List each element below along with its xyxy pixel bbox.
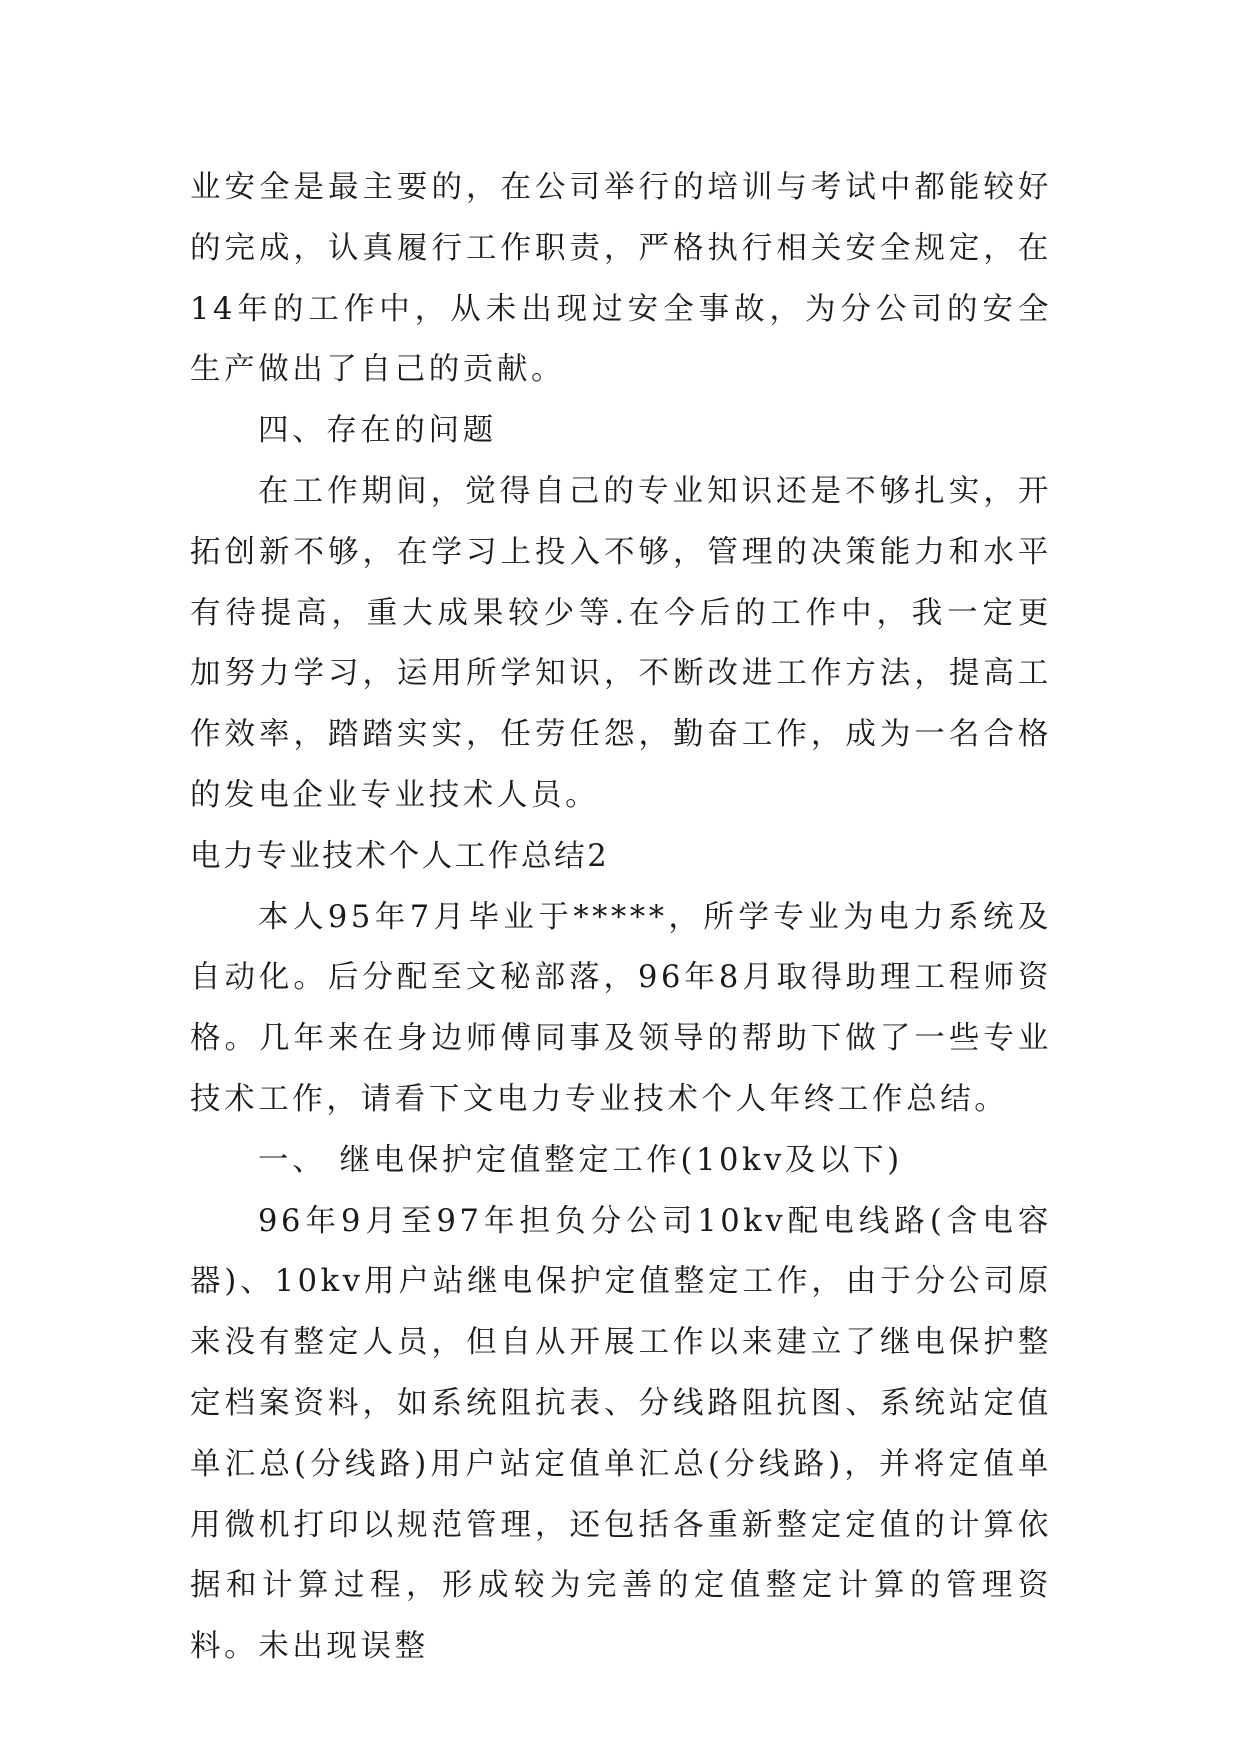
section-heading-existing-problems: 四、存在的问题 bbox=[258, 413, 497, 449]
paragraph-problems: 在工作期间，觉得自己的专业知识还是不够扎实，开拓创新不够，在学习上投入不够，管理的决策能力和水平有待提高，重大成果较少等.在今后的工作中，我一定更加努力学习，运用所学知识，不断改进工作方法，提高工作效率，踏踏实实，任劳任怨，勤奋工作，成为一名合格的发电企业专业技术人员。 bbox=[190, 473, 1052, 813]
paragraph-relay-protection: 96年9月至97年担负分公司10kv配电线路(含电容器)、10kv用户站继电保护定值整定工作，由于分公司原来没有整定人员，但自从开展工作以来建立了继电保护整定档案资料，如系统阻抗表、分线路阻抗图、系统站定值单汇总(分线路)用户站定值单汇总(分线路)，并将定值单用微机打印以规范管理，还包括各重新整定定值的计算依据和计算过程，形成较为完善的定值整定计算的管理资料。未出现误整 bbox=[190, 1203, 1052, 1665]
section-heading-relay-protection: 一、 继电保护定值整定工作(10kv及以下) bbox=[258, 1142, 903, 1178]
paragraph-safety-contribution: 业安全是最主要的，在公司举行的培训与考试中都能较好的完成，认真履行工作职责，严格执行相关安全规定，在14年的工作中，从未出现过安全事故，为分公司的安全生产做出了自己的贡献。 bbox=[190, 170, 1052, 388]
article-title-summary-2: 电力专业技术个人工作总结2 bbox=[190, 838, 610, 874]
document-body bbox=[190, 158, 1052, 1678]
paragraph-introduction: 本人95年7月毕业于*****，所学专业为电力系统及自动化。后分配至文秘部落，96年8月取得助理工程师资格。几年来在身边师傅同事及领导的帮助下做了一些专业技术工作，请看下文电力专业技术个人年终工作总结。 bbox=[190, 899, 1052, 1117]
